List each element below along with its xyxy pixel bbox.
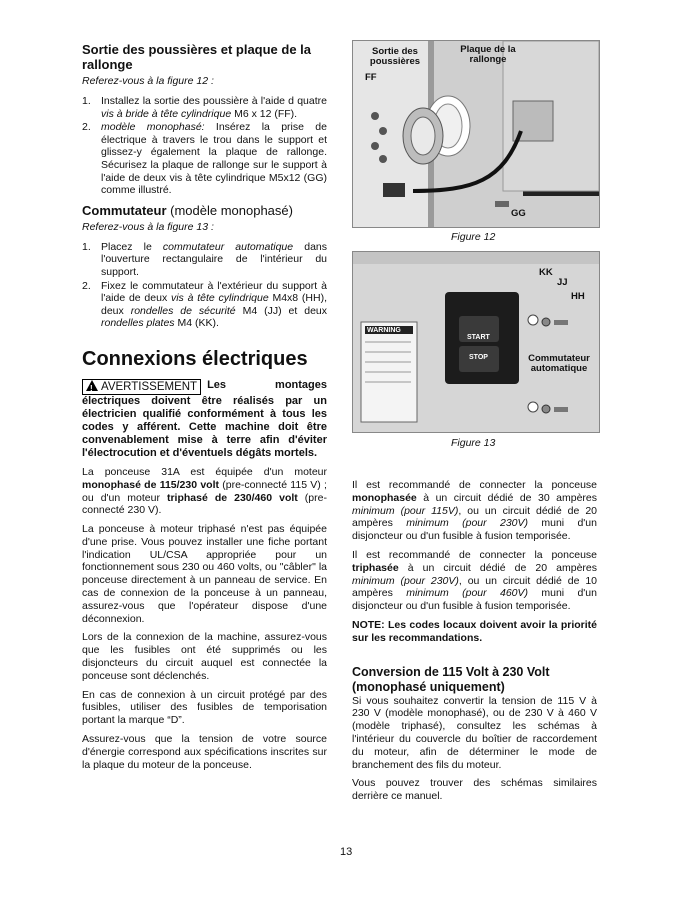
section-title-electrical: Connexions électriques: [82, 347, 308, 370]
page-number: 13: [340, 846, 353, 858]
section-title-dust-outlet: Sortie des poussières et plaque de la rallonge: [82, 42, 312, 72]
warning-plate-label: WARNING: [367, 327, 401, 334]
step-item: 1. Placez le commutateur automatique dans l'ouverture rectangulaire de l'intérieur du support.: [82, 240, 327, 278]
paragraph: La ponceuse à moteur triphasé n'est pas équipée d'une prise. Vous pouvez installer une fiche portant l'indication UL/CSA appropriée pour un fonctionnement sous 230 ou 460 volts, ou "câbler" la ponceuse directement à un panneau de service. En cas de connexion de la ponceuse à un panneau, assurez-vous que l'opérateur dispose d'une déconnexion.: [82, 523, 327, 625]
label-dust-outlet: Sortie des poussières: [369, 46, 421, 67]
figure-12-caption: Figure 12: [451, 231, 496, 243]
stop-button-label: STOP: [469, 354, 488, 361]
step-item: 2. modèle monophasé: Insérez la prise de électrique à travers le trou dans le support et glissez-y également la plaque de rallonge. Sécurisez la plaque de rallonge sur le support à l'aide de deux vis à tête cylindrique M5x12 (GG) comme illustré.: [82, 121, 327, 197]
label-jj: JJ: [557, 277, 568, 288]
paragraph: Assurez-vous que la tension de votre source d'énergie correspond aux spécifications inscrites sur la plaque du moteur de la ponceuse.: [82, 733, 327, 771]
warning-triangle-icon: !: [86, 380, 98, 391]
label-extension-plate: Plaque de la rallonge: [460, 44, 516, 65]
paragraph: Vous pouvez trouver des schémas similaires derrière ce manuel.: [352, 777, 597, 803]
paragraph: Si vous souhaitez convertir la tension de 115 V à 230 V (modèle monophasé), ou de 230 V à 460 V (modèle triphasé), consultez les schémas à l'intérieur du couvercle du boîtier de raccordement du moteur, afin de déterminer le mode de branchement des fils du moteur.: [352, 694, 597, 771]
label-kk: KK: [539, 267, 553, 278]
step-item: 2. Fixez le commutateur à l'extérieur du support à l'aide de deux vis à tête cylindrique M4x8 (HH), deux rondelles de sécurité M4 (JJ) et deux rondelles plates M4 (KK).: [82, 279, 328, 330]
figure-12-image: [352, 40, 600, 228]
paragraph: Lors de la connexion de la machine, assurez-vous que les fusibles ont été supprimés ou les disjoncteurs du circuit auquel est connectée la ponceuse sont déclenchés.: [82, 631, 327, 682]
section-title-conversion: Conversion de 115 Volt à 230 Volt (monophasé uniquement): [352, 664, 550, 694]
label-hh: HH: [571, 291, 585, 302]
paragraph: La ponceuse 31A est équipée d'un moteur monophasé de 115/230 volt (pre-connecté 115 V) ; ou d'un moteur triphasé de 230/460 volt (pre-connecté 230 V).: [82, 465, 327, 517]
dust-outlet-illustration: [353, 41, 599, 227]
figure-13-caption: Figure 13: [451, 437, 496, 449]
start-button-label: START: [467, 334, 490, 341]
figure-reference: Referez-vous à la figure 12 :: [82, 75, 214, 87]
label-automatic-switch: Commutateur automatique: [528, 353, 590, 374]
label-ff: FF: [365, 72, 377, 83]
figure-13-image: [352, 251, 600, 433]
right-column-text: [352, 479, 597, 809]
paragraph: Il est recommandé de connecter la ponceuse triphasée à un circuit dédié de 20 ampères minimum (pour 230V), ou un circuit dédié de 10 ampères minimum (pour 460V) muni d'un disjoncteur ou d'un fusible à fusion temporisée.: [352, 548, 598, 613]
label-gg: GG: [511, 208, 526, 219]
step-list: [82, 95, 327, 197]
warning-badge: ! AVERTISSEMENT: [82, 379, 201, 395]
figure-reference: Referez-vous à la figure 13 :: [82, 220, 214, 233]
section-title-switch: Commutateur (modèle monophasé): [82, 202, 293, 218]
step-item: 1. Installez la sortie des poussière à l'aide d quatre vis à bride à tête cylindrique M6 x 12 (FF).: [82, 95, 327, 120]
note-paragraph: NOTE: Les codes locaux doivent avoir la priorité sur les recommandations.: [352, 618, 597, 644]
step-list: [82, 241, 327, 330]
paragraph: En cas de connexion à un circuit protégé par des fusibles, utiliser des fusibles de temporisation portant la marque “D”.: [82, 688, 327, 727]
paragraph: Il est recommandé de connecter la ponceuse monophasée à un circuit dédié de 30 ampères minimum (pour 115V), ou un circuit dédié de 20 ampères minimum (pour 230V) muni d'un disjoncteur ou d'un fusible à fusion temporisée.: [352, 479, 598, 543]
left-column: [82, 42, 327, 777]
warning-paragraph: ! AVERTISSEMENT Les montages électriques doivent être réalisés par un électricien qualifié conformément à tous les codes y afférent. Cette machine doit être convenablement mise à terre afin d'éviter l'électrocution et d'éventuels dégâts mortels.: [82, 378, 327, 459]
